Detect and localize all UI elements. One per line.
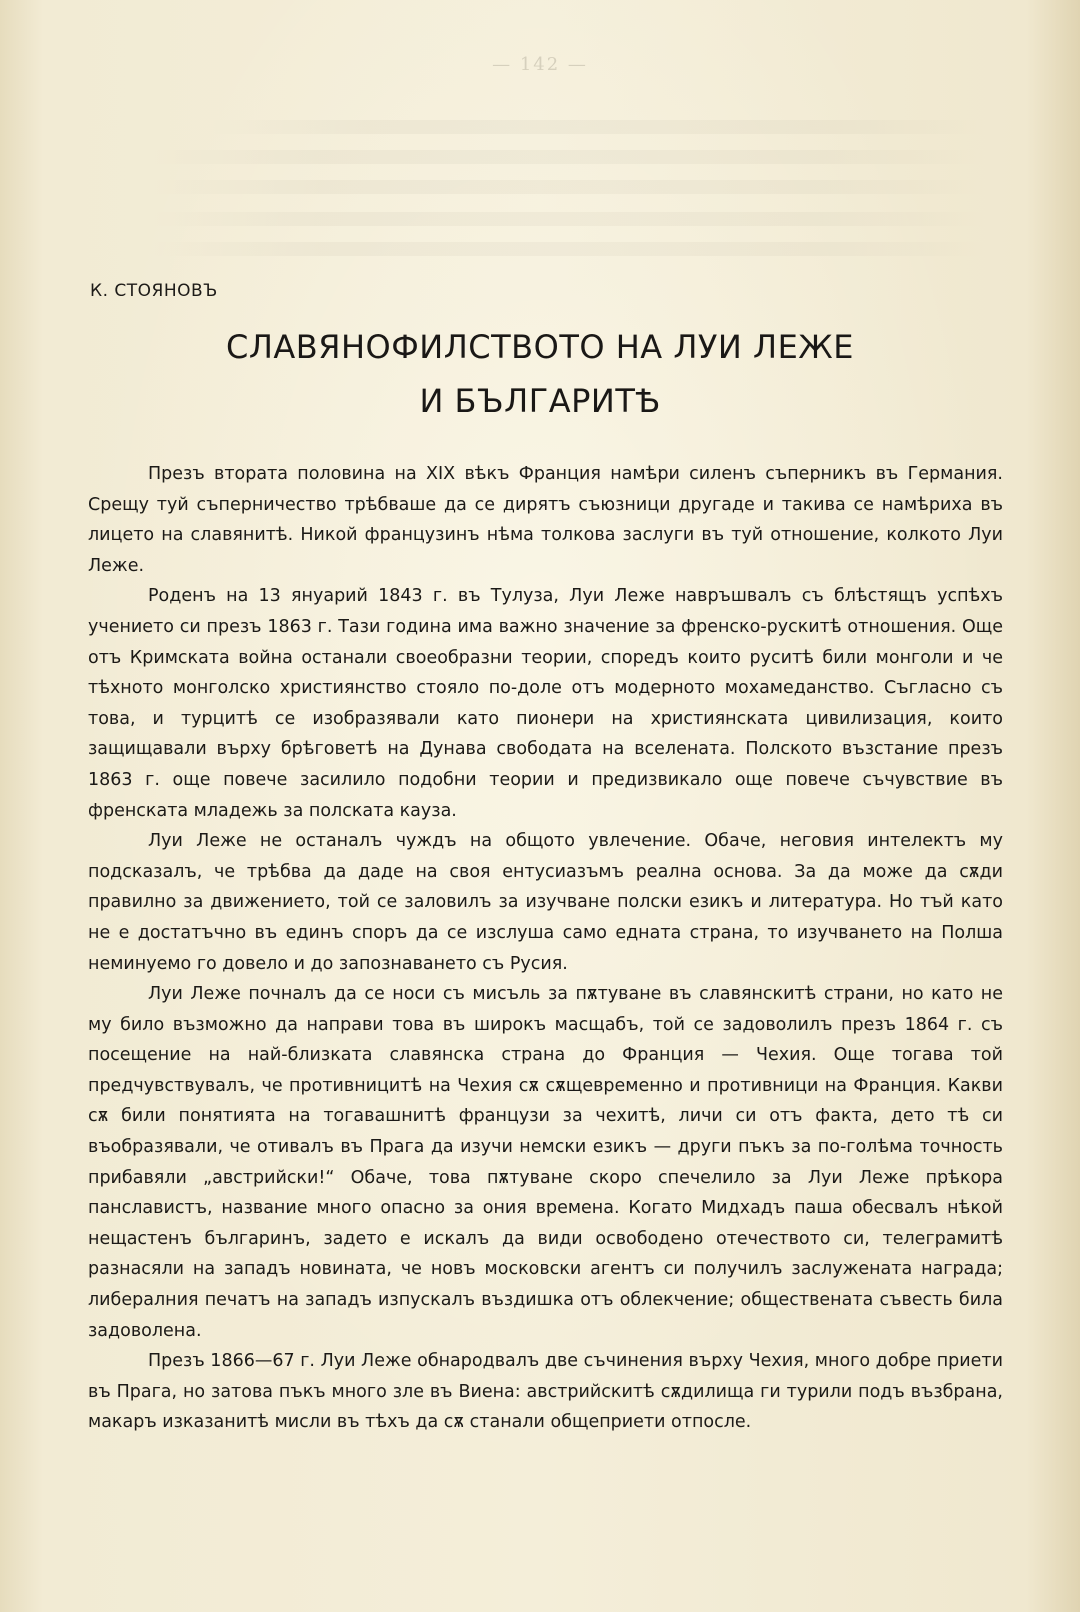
paragraph: Роденъ на 13 януарий 1843 г. въ Тулуза, Луи Леже навръшвалъ съ блѣстящъ успѣхъ учението си презъ 1863 г. Тази година има важно значение за френско-рускитѣ отношения. Още отъ Кримската война останали своеобразни теории, споредъ които руситѣ били монголи и че тѣхното монголско християнство стояло по-доле отъ модерното мохамеданство. Съгласно съ това, и турцитѣ се изобразявали като пионери на християнската цивилизация, които защищавали върху брѣговетѣ на Дунава свободата на вселената. Полското възстание презъ 1863 г. още повече засилило подобни теории и предизвикало още повече съчувствие въ френската младежь за полската кауза. [88,586,1003,821]
show-through-line [150,180,990,194]
paragraph: Презъ втората половина на XIX вѣкъ Франция намѣри силенъ съперникъ въ Германия. Срещу туй съперничество трѣбваше да се дирятъ съюзници другаде и такива се намѣриха въ лицето на славянитѣ. Никой французинъ нѣма толкова заслуги въ туй отношение, колкото Луи Леже. [88,464,1003,576]
article-title [90,320,990,428]
paragraph: Луи Леже не останалъ чуждъ на общото увлечение. Обаче, неговия интелектъ му подсказалъ, че трѣбва да даде на своя ентусиазъмъ реална основа. За да може да сѫди правилно за движението, той се заловилъ за изучване полски езикъ и литература. Но тъй като не е достатъчно въ единъ споръ да се изслуша само едната страна, то изучването на Полша неминуемо го довело и до запознаването съ Русия. [88,831,1003,974]
article-body [88,459,1003,1438]
show-through-line [150,212,990,226]
title-line-1: СЛАВЯНОФИЛСТВОТО НА ЛУИ ЛЕЖЕ [226,328,854,366]
paragraph: Презъ 1866—67 г. Луи Леже обнародвалъ две съчинения върху Чехия, много добре приети въ Прага, но затова пъкъ много зле въ Виена: австрийскитѣ сѫдилища ги турили подъ възбрана, макаръ изказанитѣ мисли въ тѣхъ да сѫ станали общеприети отпосле. [88,1351,1003,1433]
author-name: К. СТОЯНОВЪ [90,281,218,301]
title-line-2: И БЪЛГАРИТѢ [419,382,661,420]
show-through-line [210,120,990,134]
show-through-line [150,242,990,256]
show-through-line [150,150,990,164]
show-through-page-number: — 142 — [492,54,588,75]
paragraph: Луи Леже почналъ да се носи съ мисъль за пѫтуване въ славянскитѣ страни, но като не му било възможно да направи това въ широкъ масщабъ, той се задоволилъ презъ 1864 г. съ посещение на най-близката славянска страна до Франция — Чехия. Още тогава той предчувствувалъ, че противницитѣ на Чехия сѫ сѫщевременно и противници на Франция. Какви сѫ били понятията на тогавашнитѣ французи за чехитѣ, личи си отъ факта, дето тѣ си въобразявали, че отивалъ въ Прага да изучи немски езикъ — други пъкъ за по-голѣма точность прибавяли „австрийски!“ Обаче, това пѫтуване скоро спечелило за Луи Леже прѣкора панславистъ, название много опасно за ония времена. Когато Мидхадъ паша обесвалъ нѣкой нещастенъ българинъ, задето е искалъ да види освободено отечеството си, телеграмитѣ разнасяли на западъ новината, че новъ московски агентъ си получилъ заслужената награда; либералния печатъ на западъ изпускалъ въздишка отъ облекчение; обществената съвесть била задоволена. [88,984,1003,1341]
